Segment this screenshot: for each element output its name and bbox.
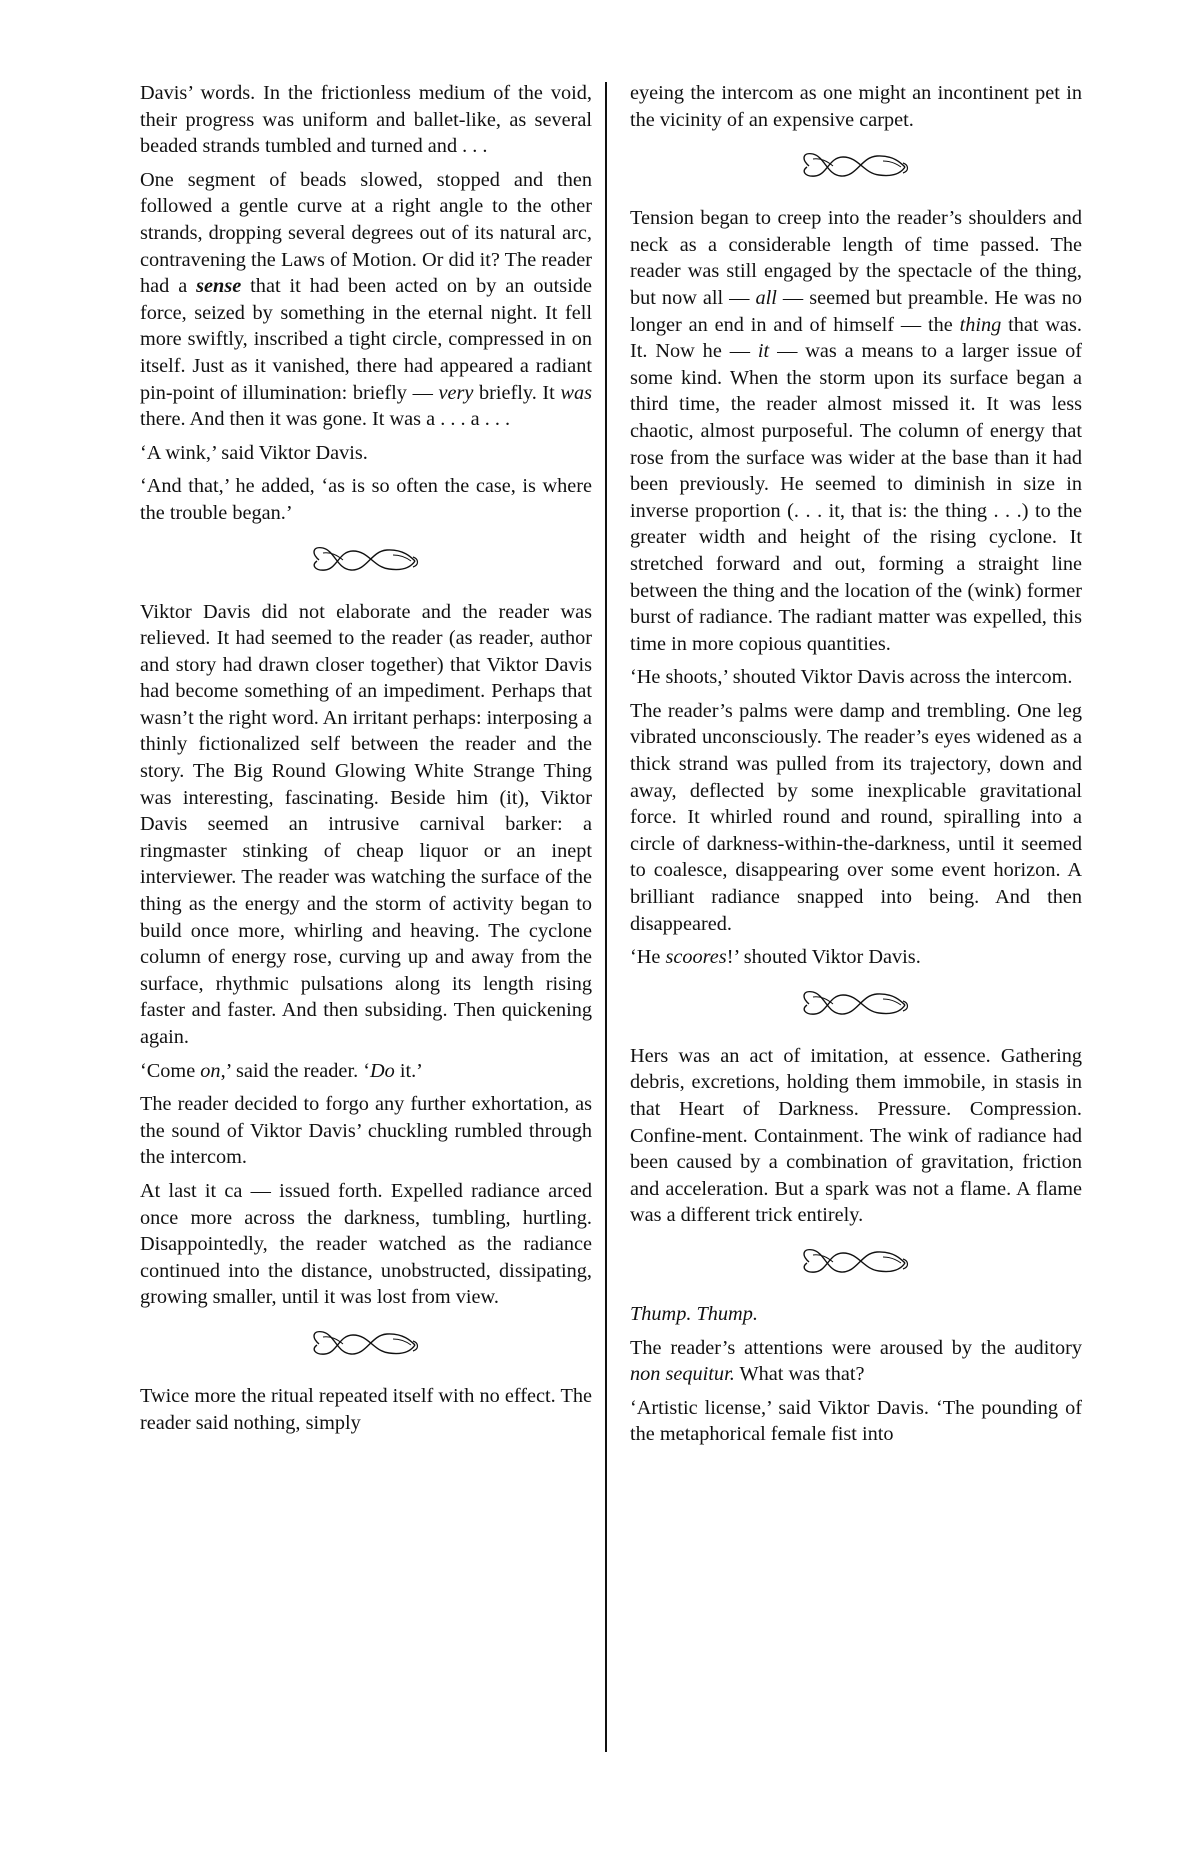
emphasis: Do: [369, 1059, 395, 1082]
paragraph: [140, 167, 592, 433]
text: The reader’s palms were damp and trembling. One leg vibrated unconsciously. The reader’s eyes widened as a thick strand was pulled from its trajectory, down and away, deflected by some inexplicable gravitational force. It whirled round and round, spiralling into a circle of darkness-within-the-darkness, until it seemed to coalesce, disappearing over some event horizon. A brilliant radiance snapped into being. And then disappeared.: [630, 699, 1082, 935]
text: eyeing the intercom as one might an incontinent pet in the vicinity of an expensive carpet.: [630, 82, 1082, 131]
flourish-icon: [797, 149, 915, 183]
section-break-ornament: [630, 1245, 1082, 1279]
text: Viktor Davis did not elaborate and the reader was relieved. It had seemed to the reader (as reader, author and story had drawn closer together) that Viktor Davis had become something of an impediment. Perhaps that wasn’t the right word. An irritant perhaps: interposing a thinly fictionalized self between the reader and the story. The Big Round Glowing White Strange Thing was interesting, fascinating. Beside him (it), Viktor Davis seemed an intrusive carnival barker: a ringmaster stinking of cheap liquor or an inept interviewer. The reader was watching the surface of the thing as the energy and the storm of activity began to build once more, whirling and heaving. The cyclone column of energy rose, curving up and away from the surface, rhythmic pulsations along its length rising faster and faster. And then subsiding. Then quickening again.: [140, 600, 592, 1048]
flourish-icon: [307, 543, 425, 577]
emphasis: thing: [959, 313, 1002, 336]
paragraph: [630, 205, 1082, 657]
paragraph: [140, 80, 592, 160]
text: briefly. It: [473, 381, 561, 404]
section-break-ornament: [630, 149, 1082, 183]
paragraph: [140, 1178, 592, 1311]
text: The reader’s attentions were aroused by the auditory: [630, 1336, 1082, 1359]
paragraph: [140, 599, 592, 1051]
emphasis: all: [755, 286, 777, 309]
section-break-ornament: [140, 1327, 592, 1361]
paragraph: [630, 1395, 1082, 1448]
emphasis: Thump. Thump.: [630, 1302, 758, 1325]
paragraph: [140, 440, 592, 467]
paragraph: [140, 1091, 592, 1171]
text: One segment of beads slowed, stopped and then followed a gentle curve at a right angle to the other strands, dropping several degrees out of its natural arc, contravening the Laws of Motion. Or did it? The reader had a: [140, 168, 592, 298]
paragraph: [630, 1301, 1082, 1328]
paragraph: [140, 473, 592, 526]
text: — was a means to a larger issue of some kind. When the storm upon its surface began a third time, the reader almost missed it. It was less chaotic, almost purposeful. The column of energy that rose from the surface was wider at the base than it had been previously. He seemed to diminish in size in inverse proportion (. . . it, that is: the thing . . .) to the greater width and height of the rising cyclone. It stretched forward and out, forming a straight line between the thing and the location of the (wink) former burst of radiance. The radiant matter was expelled, this time in more copious quantities.: [630, 340, 1082, 655]
text: that was. It. Now he —: [630, 313, 1082, 363]
text: ‘Come: [140, 1059, 201, 1082]
paragraph: [630, 80, 1082, 133]
emphasis: it: [757, 340, 770, 363]
flourish-icon: [797, 1245, 915, 1279]
emphasis: scoores: [665, 946, 727, 969]
text: ‘And that,’ he added, ‘as is so often the case, is where the trouble began.’: [140, 475, 592, 524]
paragraph: [630, 1335, 1082, 1388]
paragraph: [630, 944, 1082, 971]
section-break-ornament: [140, 543, 592, 577]
text: ‘A wink,’ said Viktor Davis.: [140, 441, 368, 464]
emphasis: sense: [196, 275, 242, 298]
paragraph: [630, 664, 1082, 691]
text: ‘He: [630, 946, 666, 969]
text: ‘He shoots,’ shouted Viktor Davis across the intercom.: [630, 666, 1073, 689]
column-divider: [605, 82, 607, 1752]
text: that it had been acted on by an outside force, seized by something in the eternal night. It fell more swiftly, inscribed a tight circle, compressed in on itself. Just as it vanished, there had appeared a radiant pin-point of illumination: briefly —: [140, 275, 592, 404]
text: there. And then it was gone. It was a . . . a . . .: [140, 408, 511, 431]
left-column: [140, 80, 592, 1443]
flourish-icon: [797, 987, 915, 1021]
paragraph: [140, 1058, 592, 1085]
text: ,’ said the reader. ‘: [220, 1059, 370, 1082]
emphasis: was: [560, 381, 592, 404]
paragraph: [630, 698, 1082, 937]
text: !’ shouted Viktor Davis.: [726, 946, 921, 969]
flourish-icon: [307, 1327, 425, 1361]
text: Twice more the ritual repeated itself with no effect. The reader said nothing, simply: [140, 1384, 592, 1434]
text: Tension began to creep into the reader’s shoulders and neck as a considerable length of time passed. The reader was still engaged by the spectacle of the thing, but now all —: [630, 207, 1082, 309]
text: Hers was an act of imitation, at essence. Gathering debris, excretions, holding them immobile, in stasis in that Heart of Darkness. Pressure. Compression. Confine-ment. Containment. The wink of radiance had been caused by a combination of gravitation, friction and acceleration. But a spark was not a flame. A flame was a different trick entirely.: [630, 1044, 1082, 1227]
emphasis: on: [200, 1059, 221, 1082]
text: The reader decided to forgo any further exhortation, as the sound of Viktor Davis’ chuckling rumbled through the intercom.: [140, 1093, 592, 1169]
text: it.’: [394, 1059, 423, 1082]
emphasis: very: [438, 381, 474, 404]
paragraph: [140, 1383, 592, 1436]
section-break-ornament: [630, 987, 1082, 1021]
emphasis: non sequitur.: [630, 1363, 735, 1386]
text: Davis’ words. In the frictionless medium of the void, their progress was uniform and ballet-like, as several beaded strands tumbled and turned and . . .: [140, 82, 592, 158]
text: What was that?: [734, 1363, 865, 1386]
right-column: [630, 80, 1082, 1455]
paragraph: [630, 1043, 1082, 1229]
text: At last it ca — issued forth. Expelled radiance arced once more across the darkness, tumbling, hurtling. Disappointedly, the reader watched as the radiance continued into the distance, unobstructed, dissipating, growing smaller, until it was lost from view.: [140, 1179, 592, 1309]
text: — seemed but preamble. He was no longer an end in and of himself — the: [630, 286, 1082, 336]
text: ‘Artistic license,’ said Viktor Davis. ‘The pounding of the metaphorical female fist into: [630, 1396, 1082, 1446]
